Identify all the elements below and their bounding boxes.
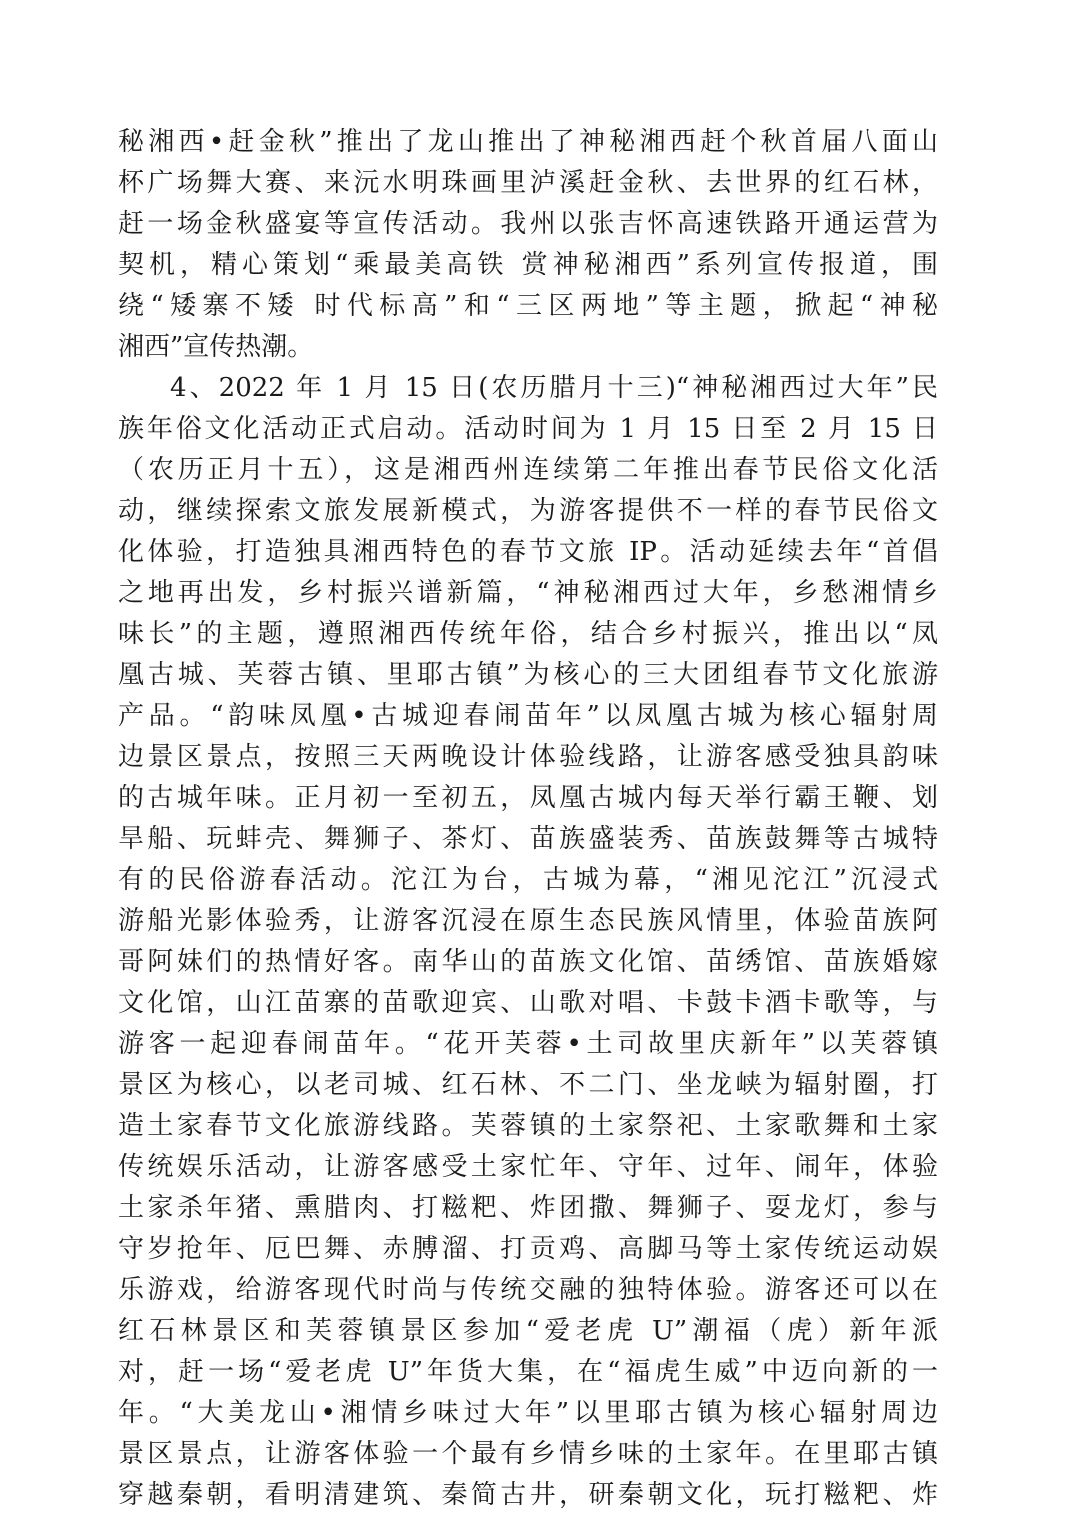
text-line: 契机，精心策划“乘最美高铁 赏神秘湘西”系列宣传报道，围 [118, 250, 938, 280]
text-line: 穿越秦朝，看明清建筑、秦简古井，研秦朝文化，玩打糍粑、炸 [118, 1480, 938, 1510]
text-line: 产品。“韵味凤凰•古城迎春闹苗年”以凤凰古城为核心辐射周 [118, 701, 938, 731]
text-line: 哥阿妹们的热情好客。南华山的苗族文化馆、苗绣馆、苗族婚嫁 [118, 947, 938, 977]
text-line: 旱船、玩蚌壳、舞狮子、茶灯、苗族盛装秀、苗族鼓舞等古城特 [118, 824, 938, 854]
text-line: 土家杀年猪、熏腊肉、打糍粑、炸团撒、舞狮子、耍龙灯，参与 [118, 1193, 938, 1223]
body-text [118, 122, 938, 1516]
text-line: 传统娱乐活动，让游客感受土家忙年、守年、过年、闹年，体验 [118, 1152, 938, 1182]
text-line: （农历正月十五），这是湘西州连续第二年推出春节民俗文化活 [118, 455, 938, 485]
text-line: 化体验，打造独具湘西特色的春节文旅 IP。活动延续去年“首倡 [118, 537, 938, 567]
text-line: 守岁抢年、厄巴舞、赤膊溜、打贡鸡、高脚马等土家传统运动娱 [118, 1234, 938, 1264]
text-line: 味长”的主题，遵照湘西传统年俗，结合乡村振兴，推出以“凤 [118, 619, 938, 649]
text-line: 景区为核心，以老司城、红石林、不二门、坐龙峡为辐射圈，打 [118, 1070, 938, 1100]
text-line: 造土家春节文化旅游线路。芙蓉镇的土家祭祀、土家歌舞和土家 [118, 1111, 938, 1141]
text-line: 游船光影体验秀，让游客沉浸在原生态民族风情里，体验苗族阿 [118, 906, 938, 936]
text-line: 杯广场舞大赛、来沅水明珠画里泸溪赶金秋、去世界的红石林， [118, 168, 938, 198]
text-line: 之地再出发，乡村振兴谱新篇，“神秘湘西过大年，乡愁湘情乡 [118, 578, 938, 608]
text-line: 赶一场金秋盛宴等宣传活动。我州以张吉怀高速铁路开通运营为 [118, 209, 938, 239]
text-line: 文化馆，山江苗寨的苗歌迎宾、山歌对唱、卡鼓卡酒卡歌等，与 [118, 988, 938, 1018]
text-line: 红石林景区和芙蓉镇景区参加“爱老虎 U”潮福（虎）新年派 [118, 1316, 938, 1346]
text-line: 族年俗文化活动正式启动。活动时间为 1 月 15 日至 2 月 15 日 [118, 414, 938, 444]
text-line: 湘西”宣传热潮。 [118, 332, 314, 362]
text-line: 的古城年味。正月初一至初五，凤凰古城内每天举行霸王鞭、划 [118, 783, 938, 813]
text-line: 对，赶一场“爱老虎 U”年货大集，在“福虎生威”中迈向新的一 [118, 1357, 938, 1387]
text-line: 4、2022 年 1 月 15 日(农历腊月十三)“神秘湘西过大年”民 [170, 373, 938, 403]
text-line: 乐游戏，给游客现代时尚与传统交融的独特体验。游客还可以在 [118, 1275, 938, 1305]
text-line: 有的民俗游春活动。沱江为台，古城为幕，“湘见沱江”沉浸式 [118, 865, 938, 895]
text-line: 年。“大美龙山•湘情乡味过大年”以里耶古镇为核心辐射周边 [118, 1398, 938, 1428]
text-line: 边景区景点，按照三天两晚设计体验线路，让游客感受独具韵味 [118, 742, 938, 772]
text-line: 动，继续探索文旅发展新模式，为游客提供不一样的春节民俗文 [118, 496, 938, 526]
text-line: 凰古城、芙蓉古镇、里耶古镇”为核心的三大团组春节文化旅游 [118, 660, 938, 690]
text-line: 景区景点，让游客体验一个最有乡情乡味的土家年。在里耶古镇 [118, 1439, 938, 1469]
text-line: 游客一起迎春闹苗年。“花开芙蓉•土司故里庆新年”以芙蓉镇 [118, 1029, 938, 1059]
text-line: 秘湘西•赶金秋”推出了龙山推出了神秘湘西赶个秋首届八面山 [118, 127, 938, 157]
text-line: 绕“矮寨不矮 时代标高”和“三区两地”等主题，掀起“神秘 [118, 291, 938, 321]
